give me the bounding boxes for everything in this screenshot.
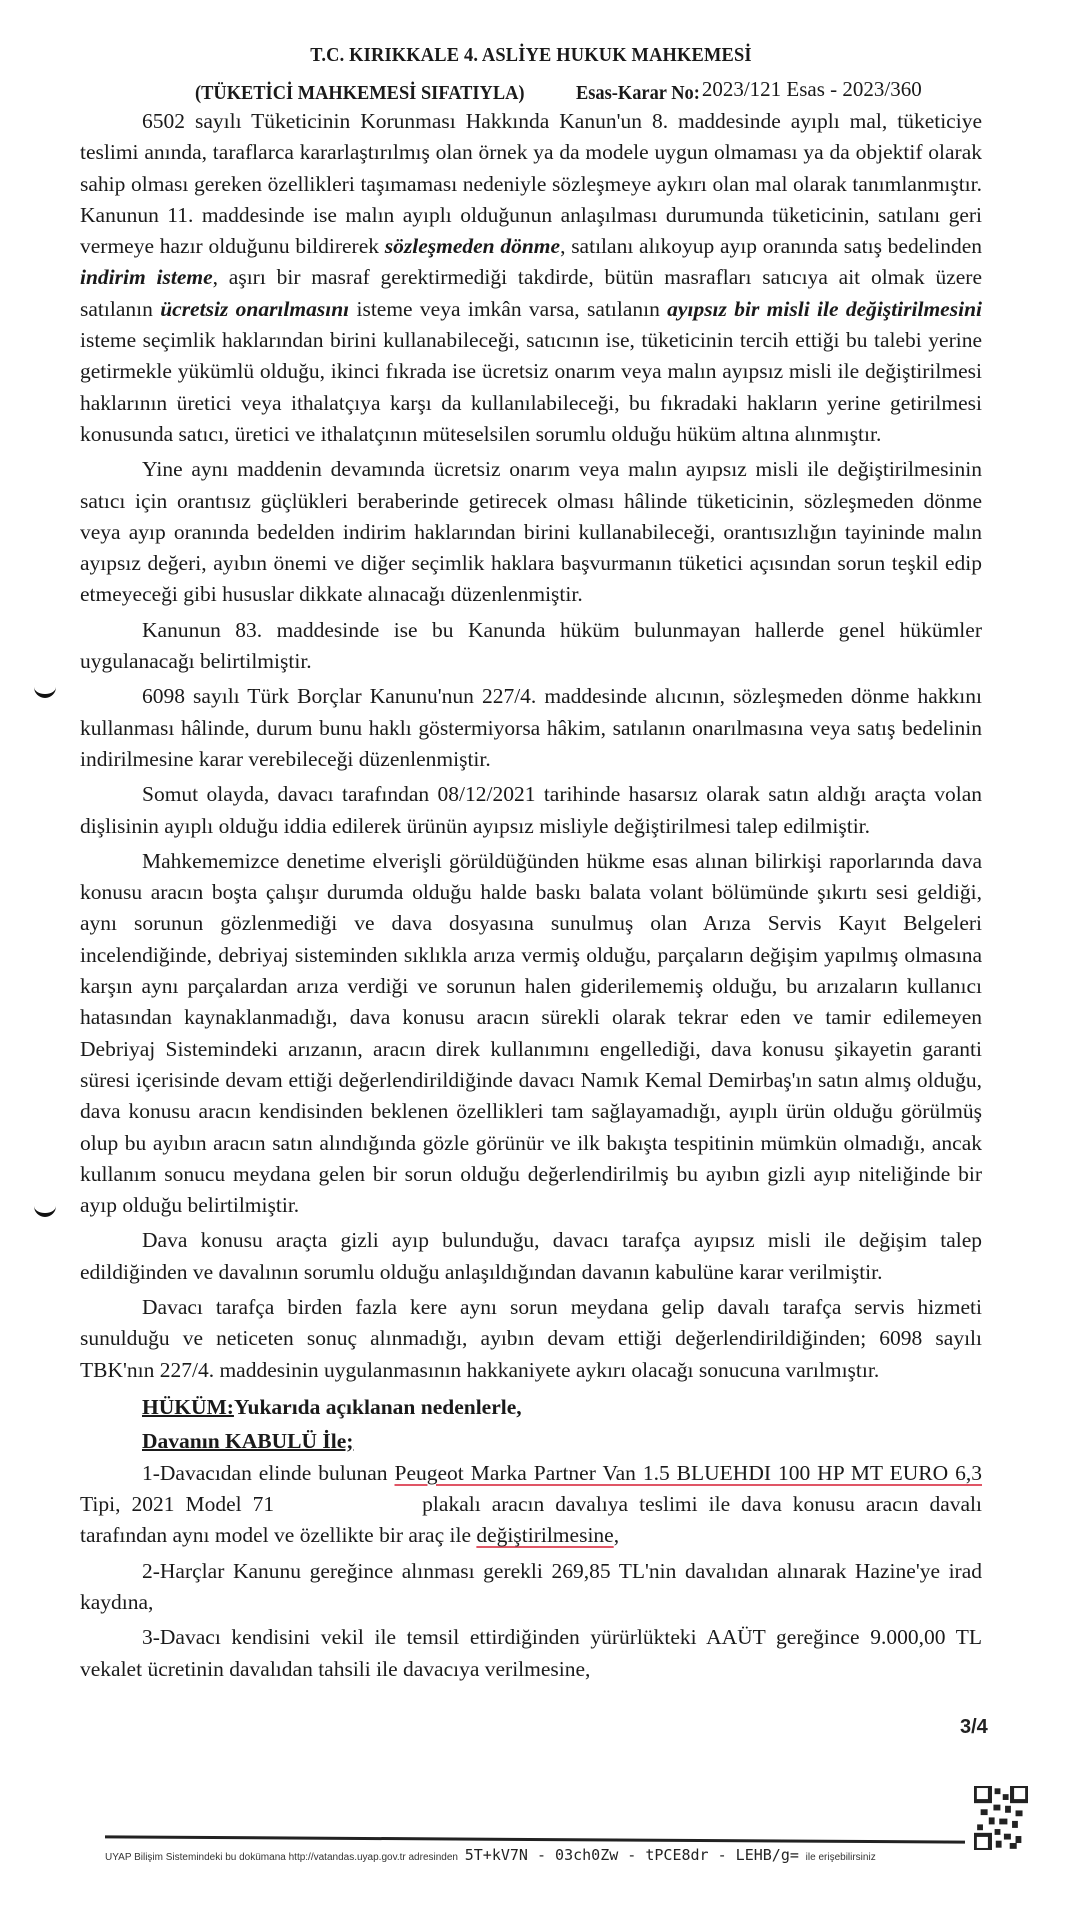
court-capacity: (TÜKETİCİ MAHKEMESİ SIFATIYLA) [195, 82, 525, 104]
court-title: T.C. KIRIKKALE 4. ASLİYE HUKUK MAHKEMESİ [310, 44, 752, 66]
verdict-heading [80, 1390, 982, 1424]
margin-mark [34, 1203, 56, 1217]
footer-divider [105, 1835, 965, 1843]
emphasis-text: indirim isteme [80, 265, 213, 290]
paragraph-article-83: Kanunun 83. maddesinde ise bu Kanunda hüküm bulunmayan hallerde genel hükümler uygulanacağı belirtilmiştir. [80, 617, 982, 674]
text-run: 1-Davacıdan elinde bulunan [142, 1460, 395, 1485]
case-number-value: 2023/121 Esas - 2023/360 [701, 77, 922, 101]
paragraph-disproportion: Yine aynı maddenin devamında ücretsiz onarım veya malın ayıpsız misli ile değiştirilmesinin satıcı için orantısız güçlükleri beraberinde getirecek olması hâlinde tüketicinin, sözleşmeden dönme veya ayıp oranında bedelden indirim haklarından birini kullanabileceği, orantısızlığın tayininde malın ayıpsız değeri, ayıbın önemi ve diğer seçimlik haklara başvurmanın tüketici açısından sorun teşkil edip etmeyeceği gibi hususlar dikkate alınacağı düzenlenmiştir. [80, 457, 982, 607]
highlighted-vehicle: Peugeot Marka Partner Van 1.5 BLUEHDI 100 HP MT EURO 6,3 [394, 1460, 982, 1485]
verdict-label: HÜKÜM: [142, 1394, 234, 1419]
text-run: , aşırı bir masraf gerektirmediği takdirde, bütün masrafları satıcıya ait olmak üzere satılanın [80, 265, 983, 321]
text-run: plakalı aracın davalıya teslimi ile dava konusu aracın davalı tarafından aynı model ve özellikte bir araç ile [80, 1492, 982, 1548]
text-run: isteme seçimlik haklarından birini kullanabileceği, satıcının ise, tüketicinin tercih ettiği bu talebi yerine getirmekle yükümlü olduğu, ikinci fıkrada ise ücretsiz onarım veya malın ayıpsız misli ile değiştirilmesi haklarının üretici veya ithalatçıya karşı da kullanılabileceği, bu fıkradaki hakların yerine getirilmesi konusunda satıcı, üretici ve ithalatçının müteselsilen sorumlu olduğu hüküm altına alınmıştır. [80, 328, 982, 446]
emphasis-text: ayıpsız bir misli ile değiştirilmesini [667, 296, 982, 321]
verdict-text: Yukarıda açıklanan nedenlerle, [233, 1394, 522, 1419]
verification-code: 5T+kV7N - 03ch0Zw - tPCE8dr - LEHB/g= [464, 1846, 799, 1864]
footer-text: UYAP Bilişim Sistemindeki bu dokümana http://vatandas.uyap.gov.tr adresinden [105, 1852, 458, 1863]
acceptance-text: Davanın KABULÜ İle; [142, 1428, 354, 1453]
paragraph-hidden-defect: Dava konusu araçta gizli ayıp bulunduğu, davacı tarafça ayıpsız misli ile değişim talep edildiğinden ve davalının sorumlu olduğu anlaşıldığından davanın kabulüne karar verilmiştir. [80, 1228, 982, 1284]
acceptance-heading [80, 1424, 982, 1458]
text-run: isteme veya imkân varsa, satılanın [349, 296, 668, 321]
document-page [80, 38, 982, 1689]
text-run: 6502 sayılı Tüketicinin Korunması Hakkında Kanun'un 8. maddesinde ayıplı mal, tüketiciye teslimi anında, taraflarca kararlaştırılmış olan örnek ya da modele uygun olmaması ya da objektif olarak sahip olması gereken özellikleri taşımaması nedeniyle sözleşmeye aykırı olan mal olarak tanımlanmıştır. Kanunun 11. maddesinde ise malın ayıplı olduğunun anlaşılması durumunda tüketicinin, satılanı geri vermeye hazır olduğunu bildirerek [80, 109, 982, 259]
page-number: 3/4 [960, 1716, 988, 1738]
margin-mark [34, 684, 56, 698]
verdict-item-3: 3-Davacı kendisini vekil ile temsil ettirdiğinden yürürlükteki AAÜT gereğince 9.000,00 TL vekalet ücretinin davalıdan tahsili ile davacıya verilmesine, [80, 1625, 982, 1681]
qr-code-icon [974, 1786, 1028, 1850]
paragraph-equity: Davacı tarafça birden fazla kere aynı sorun meydana gelip davalı tarafça servis hizmeti sunulduğu ve neticeten sonuç alınmadığı, ayıbın devam ettiği değerlendirildiğinden; 6098 sayılı TBK'nın 227/4. maddesinin uygulanmasının hakkaniyete aykırı olacağı sonucuna varılmıştır. [80, 1294, 982, 1382]
footer-suffix: ile erişebilirsiniz [805, 1852, 876, 1863]
text-run: Tipi, 2021 Model 71 [80, 1492, 275, 1517]
paragraph-consumer-law [80, 106, 982, 450]
verdict-item-1 [80, 1458, 982, 1552]
paragraph-tbk-227: 6098 sayılı Türk Borçlar Kanunu'nun 227/4. maddesinde alıcının, sözleşmeden dönme hakkını kullanması hâlinde, durum bunu haklı göstermiyorsa hâkim, satılanın onarılmasına veya satış bedelinin indirilmesine karar verebileceği düzenlenmiştir. [80, 684, 982, 771]
paragraph-expert-report: Mahkememizce denetime elverişli görüldüğünden hükme esas alınan bilirkişi raporlarında dava konusu aracın boşta çalışır durumda olduğu halde baskı balata volant bölümünde şıkırtı sesi geldiği, aynı sorunun gözlenmediği ve dava dosyasına sunulmuş olan Arıza Servis Kayıt Belgeleri incelendiğinde, debriyaj sisteminden sıklıkla arıza vermiş olduğu, parçaların değişim yapılmış olmasına karşın aynı parçalardan arıza verdiği ve sorunun halen giderilememiş olduğu, bu arızaların kullanıcı hatasından kaynaklanmadığı, dava konusu aracın sürekli olarak tekrar eden ve tamir edilemeyen Debriyaj Sistemindeki arızanın, aracın direk kullanımını engellediği, dava konusu şikayetin garanti süresi içerisinde devam ettiği değerlendirildiğinde davacı Namık Kemal Demirbaş'ın satın almış olduğu, dava konusu aracın kendisinden beklenen özellikleri tam sağlayamadığı, ayıplı ürün olduğu görülmüş olup bu ayıbın aracın satın alındığında gözle görünür ve ilk bakışta tespitinin mümkün olmadığı, ancak kullanım sonucu meydana gelen bir sorun olduğu değerlendirilmiş bu ayıbın gizli ayıp niteliğinde bir ayıp olduğu belirtilmiştir. [80, 848, 982, 1218]
case-header [80, 72, 982, 106]
footer-verification [105, 1846, 975, 1864]
text-run: , satılanı alıkoyup ayıp oranında satış bedelinden [560, 234, 982, 259]
highlighted-replacement: değiştirilmesine [476, 1523, 614, 1548]
emphasis-text: sözleşmeden dönme [384, 234, 561, 259]
case-number-label: Esas-Karar No: [576, 82, 701, 104]
text-run: , [613, 1523, 620, 1548]
emphasis-text: ücretsiz onarılmasını [160, 296, 350, 321]
paragraph-facts: Somut olayda, davacı tarafından 08/12/2021 tarihinde hasarsız olarak satın aldığı araçta volan dişlisinin ayıplı olduğu iddia edilerek ürünün ayıpsız misliyle değiştirilmesi talep edilmiştir. [80, 782, 982, 838]
verdict-item-2: 2-Harçlar Kanunu gereğince alınması gerekli 269,85 TL'nin davalıdan alınarak Hazine'ye irad kaydına, [80, 1558, 982, 1615]
